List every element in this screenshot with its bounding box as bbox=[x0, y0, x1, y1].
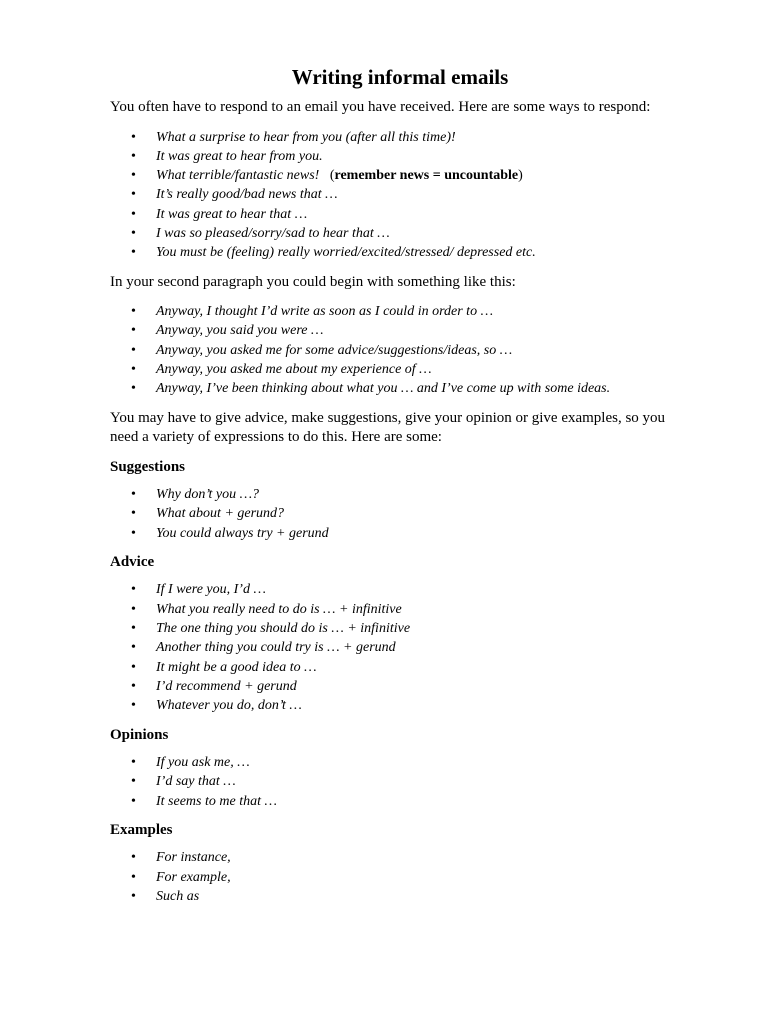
bullet-icon: • bbox=[131, 869, 136, 885]
section-heading-suggestions: Suggestions bbox=[110, 458, 186, 475]
bullet-icon: • bbox=[131, 889, 136, 905]
suggestions-list bbox=[110, 485, 690, 543]
bullet-icon: • bbox=[131, 678, 136, 694]
list-item bbox=[110, 848, 690, 867]
list-item-text: It seems to me that … bbox=[156, 793, 277, 809]
list-item-text: I was so pleased/sorry/sad to hear that … bbox=[156, 225, 390, 241]
bullet-icon: • bbox=[131, 640, 136, 656]
list-item bbox=[110, 185, 690, 204]
bullet-icon: • bbox=[131, 323, 136, 339]
list-item-text: It was great to hear that … bbox=[156, 206, 308, 222]
section-heading-advice: Advice bbox=[110, 553, 155, 570]
list-item-text: What about + gerund? bbox=[156, 506, 285, 522]
bullet-icon: • bbox=[131, 698, 136, 714]
bullet-icon: • bbox=[131, 381, 136, 397]
uncountable-note: remember news = uncountable bbox=[334, 168, 519, 184]
list-item-text: If I were you, I’d … bbox=[156, 582, 266, 598]
list-item-text: I’d recommend + gerund bbox=[156, 678, 297, 694]
section-heading-examples: Examples bbox=[110, 821, 173, 838]
bullet-icon: • bbox=[131, 304, 136, 320]
list-item-text: Anyway, you asked me about my experience of … bbox=[156, 361, 432, 377]
expressions-paragraph: You may have to give advice, make suggestions, give your opinion or give examples, so you need a variety of expressions to do this. Here are some: bbox=[110, 409, 666, 446]
bullet-icon: • bbox=[131, 361, 136, 377]
list-item-text: Anyway, I’ve been thinking about what you … and I’ve come up with some ideas. bbox=[156, 381, 611, 397]
list-item bbox=[110, 321, 690, 340]
bullet-icon: • bbox=[131, 342, 136, 358]
list-item-text: Another thing you could try is … + gerund bbox=[156, 640, 396, 656]
bullet-icon: • bbox=[131, 659, 136, 675]
section-heading-opinions: Opinions bbox=[110, 726, 169, 743]
bullet-icon: • bbox=[131, 487, 136, 503]
opinions-list bbox=[110, 753, 690, 811]
bullet-icon: • bbox=[131, 850, 136, 866]
list-item bbox=[110, 638, 690, 657]
list-item-text: You must be (feeling) really worried/excited/stressed/ depressed etc. bbox=[156, 245, 536, 261]
list-item bbox=[110, 580, 690, 599]
list-item bbox=[110, 524, 690, 543]
list-item bbox=[110, 619, 690, 638]
list-item-text: If you ask me, … bbox=[156, 755, 250, 771]
list-item: • What terrible/fantastic news! (remember news = uncountable) bbox=[110, 166, 690, 185]
list-item bbox=[110, 658, 690, 677]
list-item bbox=[110, 868, 690, 887]
bullet-icon: • bbox=[131, 621, 136, 637]
list-item-text: Anyway, you said you were … bbox=[156, 323, 324, 339]
bullet-icon: • bbox=[131, 506, 136, 522]
list-item bbox=[110, 887, 690, 906]
examples-list bbox=[110, 848, 690, 906]
bullet-icon: • bbox=[131, 148, 136, 164]
list-item-text: What you really need to do is … + infinitive bbox=[156, 601, 402, 617]
list-item-text: For instance, bbox=[156, 850, 231, 866]
list-item bbox=[110, 302, 690, 321]
bullet-icon: • bbox=[131, 168, 136, 184]
second-paragraph: In your second paragraph you could begin with something like this: bbox=[110, 273, 516, 290]
page-title: Writing informal emails bbox=[291, 65, 509, 89]
list-item-text: I’d say that … bbox=[156, 774, 236, 790]
bullet-icon: • bbox=[131, 225, 136, 241]
list-item-text: It was great to hear from you. bbox=[156, 148, 323, 164]
bullet-icon: • bbox=[131, 187, 136, 203]
list-item bbox=[110, 792, 690, 811]
list-item bbox=[110, 379, 690, 398]
bullet-icon: • bbox=[131, 525, 136, 541]
list-item-text: Anyway, I thought I’d write as soon as I could in order to … bbox=[156, 304, 494, 320]
list-item bbox=[110, 360, 690, 379]
list-item-text: Anyway, you asked me for some advice/suggestions/ideas, so … bbox=[156, 342, 513, 358]
list-item bbox=[110, 753, 690, 772]
list-item-text: What a surprise to hear from you (after all this time)! bbox=[156, 129, 456, 145]
advice-list bbox=[110, 580, 690, 715]
list-item-text: For example, bbox=[156, 869, 231, 885]
list-item bbox=[110, 243, 690, 262]
list-item-text: It’s really good/bad news that … bbox=[156, 187, 338, 203]
list-item-text: Such as bbox=[156, 889, 200, 905]
respond-list bbox=[110, 128, 690, 263]
list-item-text: The one thing you should do is … + infinitive bbox=[156, 621, 411, 637]
list-item-text: Whatever you do, don’t … bbox=[156, 698, 302, 714]
list-item bbox=[110, 205, 690, 224]
list-item-text: Why don’t you …? bbox=[156, 487, 260, 503]
list-item-text: You could always try + gerund bbox=[156, 525, 329, 541]
list-item bbox=[110, 224, 690, 243]
bullet-icon: • bbox=[131, 793, 136, 809]
list-item bbox=[110, 696, 690, 715]
list-item-text: What terrible/fantastic news! bbox=[156, 168, 320, 184]
list-item bbox=[110, 485, 690, 504]
list-item bbox=[110, 341, 690, 360]
list-item bbox=[110, 772, 690, 791]
bullet-icon: • bbox=[131, 755, 136, 771]
bullet-icon: • bbox=[131, 601, 136, 617]
list-item-text: It might be a good idea to … bbox=[156, 659, 317, 675]
second-list bbox=[110, 302, 690, 398]
intro-paragraph: You often have to respond to an email you have received. Here are some ways to respond: bbox=[110, 99, 651, 115]
list-item bbox=[110, 128, 690, 147]
list-item bbox=[110, 147, 690, 166]
document-page bbox=[110, 64, 690, 916]
list-item bbox=[110, 504, 690, 523]
list-item bbox=[110, 677, 690, 696]
bullet-icon: • bbox=[131, 206, 136, 222]
bullet-icon: • bbox=[131, 245, 136, 261]
bullet-icon: • bbox=[131, 774, 136, 790]
bullet-icon: • bbox=[131, 129, 136, 145]
list-item bbox=[110, 600, 690, 619]
bullet-icon: • bbox=[131, 582, 136, 598]
